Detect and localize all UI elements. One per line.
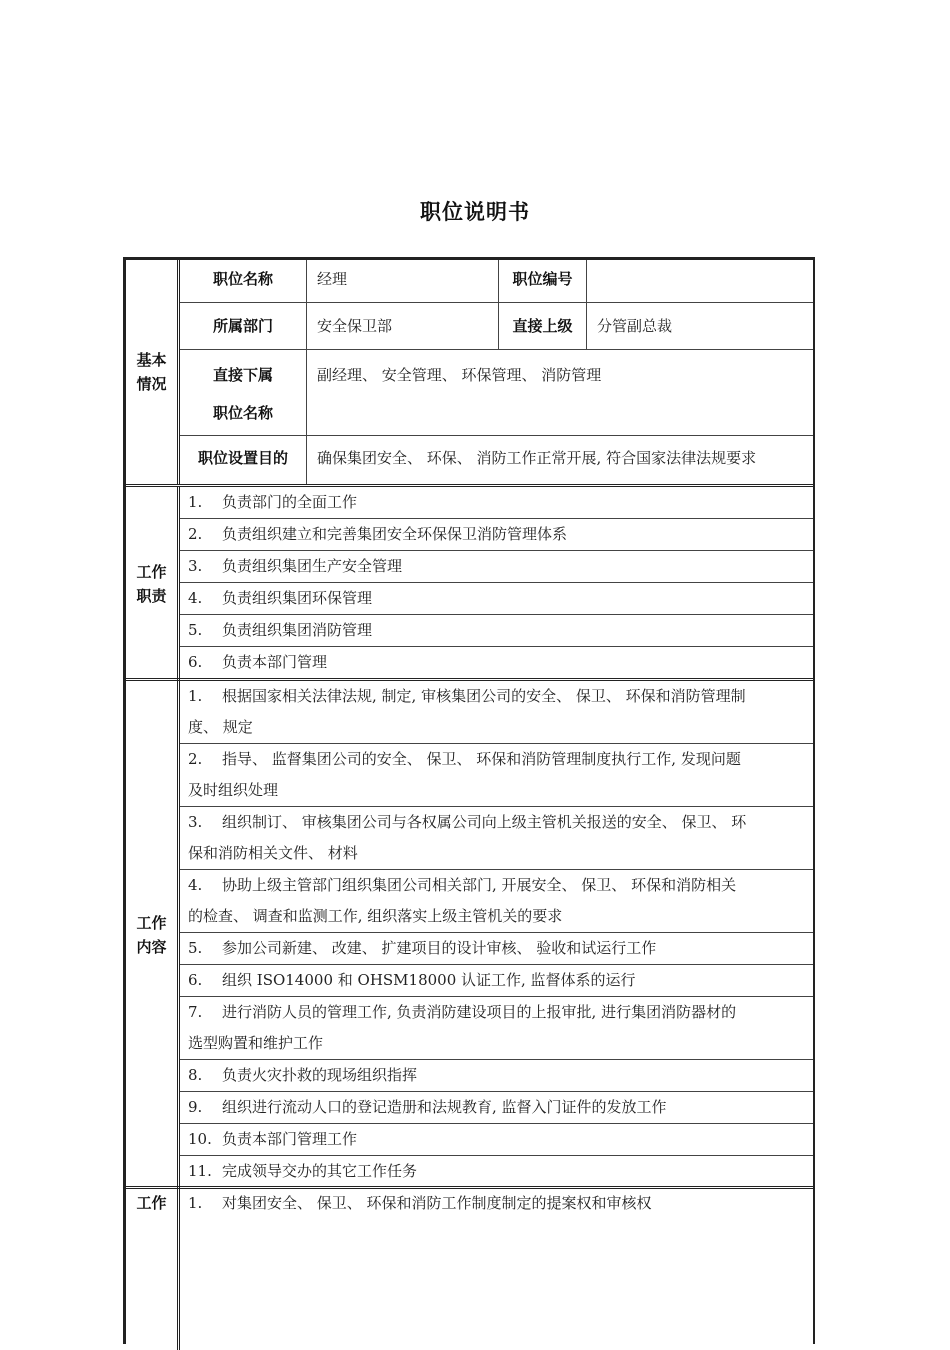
position-no-label: 职位编号 [498, 260, 586, 303]
subordinates-value: 副经理、 安全管理、 环保管理、 消防管理 [306, 350, 813, 436]
content-text: 组织 ISO14000 和 OHSM18000 认证工作, 监督体系的运行 [222, 971, 636, 989]
position-name-value: 经理 [306, 260, 498, 303]
duty-text: 负责组织建立和完善集团安全环保保卫消防管理体系 [222, 525, 568, 543]
content-text: 组织制订、 审核集团公司与各权属公司向上级主管机关报送的安全、 保卫、 环 [222, 813, 747, 831]
purpose-value: 确保集团安全、 环保、 消防工作正常开展, 符合国家法律法规要求 [306, 436, 813, 484]
page-title: 职位说明书 [420, 200, 530, 224]
content-text: 协助上级主管部门组织集团公司相关部门, 开展安全、 保卫、 环保和消防相关 [222, 876, 737, 894]
duty-item: 2. 负责组织建立和完善集团安全环保保卫消防管理体系 [180, 519, 813, 551]
duty-text: 负责组织集团生产安全管理 [222, 557, 403, 575]
content-item: 3. 组织制订、 审核集团公司与各权属公司向上级主管机关报送的安全、 保卫、 环 保和消防相关文件、 材料 [180, 807, 813, 870]
content-section [126, 678, 813, 1189]
position-no-value [586, 260, 813, 303]
duties-label-cell [126, 487, 180, 681]
duty-item: 6. 负责本部门管理 [188, 653, 328, 671]
content-text: 完成领导交办的其它工作任务 [222, 1162, 418, 1180]
content-text: 根据国家相关法律法规, 制定, 审核集团公司的安全、 保卫、 环保和消防管理制 [222, 687, 746, 705]
content-text: 指导、 监督集团公司的安全、 保卫、 环保和消防管理制度执行工作, 发现问题 [222, 750, 741, 768]
content-item: 2. 指导、 监督集团公司的安全、 保卫、 环保和消防管理制度执行工作, 发现问题 及时组织处理 [180, 744, 813, 807]
basic-info-label-cell [126, 260, 180, 484]
subordinates-label-line2: 职位名称 [212, 404, 273, 422]
authority-label-cell [126, 1189, 180, 1350]
duty-item: 5. 负责组织集团消防管理 [180, 615, 813, 647]
content-item: 7. 进行消防人员的管理工作, 负责消防建设项目的上报审批, 进行集团消防器材的 选型购置和维护工作 [180, 997, 813, 1060]
content-item: 8. 负责火灾扑救的现场组织指挥 [180, 1060, 813, 1092]
duty-item: 1. 负责部门的全面工作 [180, 487, 813, 519]
basic-info-section [126, 260, 813, 484]
department-value: 安全保卫部 [306, 303, 498, 350]
content-text-cont: 度、 规定 [188, 718, 253, 736]
content-text-cont: 的检查、 调查和监测工作, 组织落实上级主管机关的要求 [188, 907, 563, 925]
content-text: 负责本部门管理工作 [222, 1130, 358, 1148]
content-label: 工作内容 [136, 914, 167, 956]
duties-label: 工作职责 [136, 563, 167, 605]
basic-info-label: 基本情况 [136, 351, 167, 393]
authority-section [126, 1186, 813, 1350]
content-text: 参加公司新建、 改建、 扩建项目的设计审核、 验收和试运行工作 [222, 939, 657, 957]
content-item: 9. 组织进行流动人口的登记造册和法规教育, 监督入门证件的发放工作 [180, 1092, 813, 1124]
job-description-table [123, 257, 815, 1344]
content-label-cell [126, 681, 180, 1189]
duty-text: 负责本部门管理 [222, 653, 328, 671]
content-text: 负责火灾扑救的现场组织指挥 [222, 1066, 418, 1084]
position-name-label: 职位名称 [180, 260, 306, 303]
content-text-cont: 保和消防相关文件、 材料 [188, 844, 358, 862]
content-text: 进行消防人员的管理工作, 负责消防建设项目的上报审批, 进行集团消防器材的 [222, 1003, 737, 1021]
content-item: 11. 完成领导交办的其它工作任务 [188, 1162, 418, 1180]
content-item: 4. 协助上级主管部门组织集团公司相关部门, 开展安全、 保卫、 环保和消防相关 的检查、 调查和监测工作, 组织落实上级主管机关的要求 [180, 870, 813, 933]
duty-text: 负责组织集团环保管理 [222, 589, 373, 607]
content-item: 6. 组织 ISO14000 和 OHSM18000 认证工作, 监督体系的运行 [180, 965, 813, 997]
subordinates-label-line1: 直接下属 [212, 366, 273, 384]
duty-item: 4. 负责组织集团环保管理 [180, 583, 813, 615]
duties-section [126, 484, 813, 681]
subordinates-label [180, 350, 306, 436]
superior-value: 分管副总裁 [586, 303, 813, 350]
purpose-label: 职位设置目的 [197, 449, 288, 467]
department-label: 所属部门 [180, 303, 306, 350]
authority-text: 对集团安全、 保卫、 环保和消防工作制度制定的提案权和审核权 [222, 1194, 652, 1212]
duty-text: 负责部门的全面工作 [222, 493, 358, 511]
content-text-cont: 及时组织处理 [188, 781, 279, 799]
content-item: 10. 负责本部门管理工作 [180, 1124, 813, 1156]
duty-item: 3. 负责组织集团生产安全管理 [180, 551, 813, 583]
authority-label: 工作 [136, 1194, 167, 1212]
content-item: 1. 根据国家相关法律法规, 制定, 审核集团公司的安全、 保卫、 环保和消防管理制 度、 规定 [180, 681, 813, 744]
content-item: 5. 参加公司新建、 改建、 扩建项目的设计审核、 验收和试运行工作 [180, 933, 813, 965]
content-text: 组织进行流动人口的登记造册和法规教育, 监督入门证件的发放工作 [222, 1098, 667, 1116]
content-text-cont: 选型购置和维护工作 [188, 1034, 324, 1052]
authority-item: 1. 对集团安全、 保卫、 环保和消防工作制度制定的提案权和审核权 [188, 1194, 652, 1212]
duty-text: 负责组织集团消防管理 [222, 621, 373, 639]
superior-label: 直接上级 [498, 303, 586, 350]
